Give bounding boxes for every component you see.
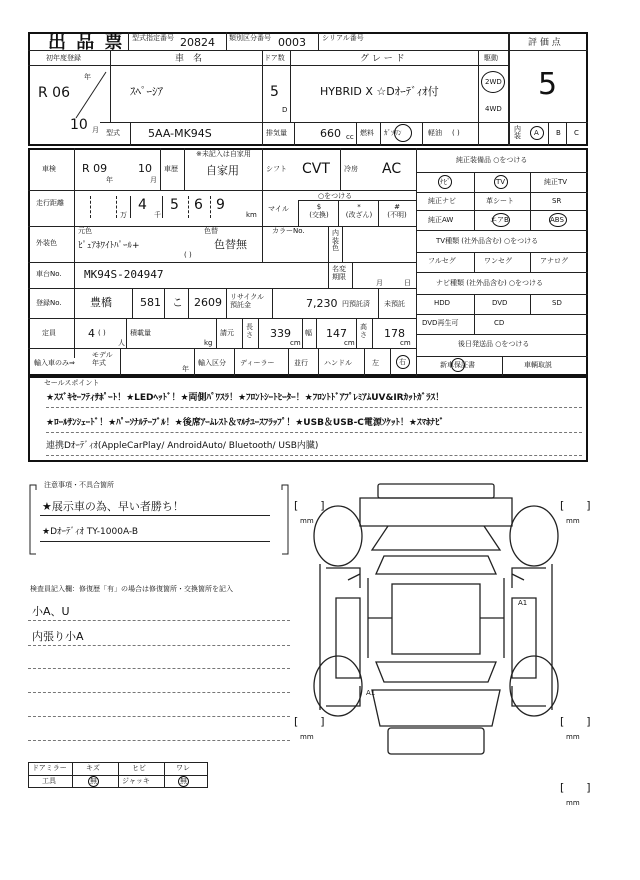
interior-a: A [534,129,539,137]
mm-bottom-right: mm [566,733,580,741]
shift-label: シフト [266,165,287,173]
capacity-paren: ( ) [98,329,106,337]
reg-city: 豊橋 [90,296,112,309]
dealer-label: ディーラー [240,359,275,367]
inspection-label: 車検 [42,165,56,173]
fuel-gasoline-circle [394,124,412,142]
equip-item: エアB [490,216,509,224]
equip-item: 純正TV [544,178,568,186]
capacity-label: 定員 [42,329,56,337]
circle-hint: ○をつける [318,192,353,200]
capacity-unit: 人 [118,339,125,347]
mm-top-right: mm [566,517,580,525]
nav-item: DVD [492,299,508,307]
grade-value: HYBRID X ☆Dｵｰﾃﾞｨｵ付 [320,85,439,98]
color-change-value: 色替無 [214,238,247,251]
inspector-line-1: 小A、U [32,605,70,618]
height-value: 178 [384,327,405,340]
mm-bottom-left: mm [300,733,314,741]
ac-label: 冷房 [344,165,358,173]
equip-item: 純正AW [428,216,454,224]
door-suffix: D [282,106,288,114]
dvd-label: DVD再生可 [422,319,459,327]
bracket-top-right: [ ] [560,499,591,512]
import-type-label: 輸入区分 [198,359,226,367]
first-reg-era: R 06 [38,85,70,101]
notes-label: 注意事項・不具合箇所 [44,481,114,489]
history-value: 自家用 [206,164,239,177]
recycle-value: 7,230 [306,297,338,310]
car-name-label: 車 名 [175,54,203,64]
displacement-unit: cc [346,133,354,141]
drive-4wd: 4WD [485,105,502,113]
ac-value: AC [382,161,402,177]
first-reg-month: 10 [70,117,88,133]
height-unit: cm [400,339,411,347]
tv-item: フルセグ [428,257,456,265]
length-unit: cm [290,339,301,347]
car-diagram [296,478,586,808]
mm-top-left: mm [300,517,314,525]
damage-mark-a1-top: A1 [518,599,528,607]
equip-item: ﾅﾋﾞ [440,178,451,186]
light-oil-label: 軽油 [428,129,442,137]
fuel-label: 燃料 [360,129,374,137]
interior-color-label: 内装色 [332,229,339,253]
color-paren: ( ) [184,251,192,259]
equip-header: 純正装備品 ○をつける [456,156,528,164]
inspection-value: R 09 [82,162,108,175]
grade-label: グ レ ー ド [360,54,405,64]
inspection-month-unit: 月 [150,176,157,184]
color-no-label: カラーNo. [272,227,305,235]
tv-item: ワンセグ [484,257,512,265]
width-label: 幅 [305,329,312,337]
mileage-digits [76,192,244,220]
tv-header: TV種類 (社外品含む) ○をつける [436,237,539,245]
month-unit-2: 月 [376,279,383,287]
color-number-label: 色替 [204,227,218,235]
equip-item: 革シート [486,197,514,205]
tools-header: ヒビ [132,764,146,772]
man-unit: 万 [120,211,127,219]
history-note: ※未記入は自家用 [196,150,251,158]
model-value: 5AA-MK94S [148,127,212,140]
bracket-top-left: [ ] [294,499,325,512]
tools-cell: 工具 [42,777,56,785]
rating-label: 評 価 点 [528,38,561,48]
reg-class: 581 [140,296,161,309]
sales-line-1: ★ｽｽﾞｷｾｰﾌﾃｨｻﾎﾟｰﾄ！★LEDﾍｯﾄﾞ！★両側ﾊﾟﾜｽﾗ！★ﾌﾛﾝﾄｼｰﾄﾋｰﾀｰ！★ﾌﾛﾝﾄﾄﾞｱﾌﾟﾚﾐｱﾑUV&IRｶｯﾄｶﾞﾗｽ！ [46,393,445,403]
length-value: 339 [270,327,291,340]
name-change-label: 名変期限 [332,265,346,281]
exchange-label: $ (交換) [309,203,329,220]
car-name-value: ｽﾍﾟｰｼｱ [130,85,163,98]
recycle-label: リサイクル 預託金 [230,293,265,310]
reg-kana: こ [172,296,183,309]
nav-header: ナビ種類 (社外品含む) ○をつける [436,279,544,287]
fuel-value: ｶﾞｿﾘﾝ [384,129,402,137]
orig-color-value: ﾋﾟｭｱﾎﾜｲﾄﾊﾟｰﾙ+ [78,241,140,251]
equip-item: ABS [550,216,564,224]
type-cert-value: 20824 [180,36,215,49]
nav-item: HDD [434,299,451,307]
day-unit: 日 [404,279,411,287]
class-label: 類別区分番号 [229,34,271,42]
door-value: 5 [270,84,279,100]
fuel-paren: ( ) [452,129,460,137]
left-label: 左 [372,359,379,367]
notes-line-2: ★Dｵｰﾃﾞｨｵ TY-1000A-B [42,527,138,537]
history-label: 車歴 [164,165,178,173]
length-label: 長さ [246,323,253,339]
parallel-label: 並行 [294,359,308,367]
mileage-digit: 4 [138,197,147,213]
mile-label: マイル [268,205,289,213]
bracket-rear: [ ] [560,781,591,794]
unpaid-label: 未預託 [384,300,405,308]
model-label: 型式 [106,129,120,137]
drive-label: 駆動 [484,54,498,62]
altered-label: * (改ざん) [345,203,373,220]
class-value: 0003 [278,36,306,49]
inspector-line-2: 内張り小A [32,630,84,643]
cd-label: CD [494,319,505,327]
tools-cell: 無 [90,777,97,785]
sales-line-2: ★ﾛｰﾙｻﾝｼｪｰﾄﾞ！★ﾊﾟｰｿﾅﾙﾃｰﾌﾞﾙ！★後席ｱｰﾑﾚｽﾄ＆ﾏﾙﾁﾕｰｽﾌﾗｯﾌﾟ！★USB＆USB-C電源ｿｹｯﾄ！★ｽﾏﾎﾅﾋﾞ [46,418,444,428]
chassis-label: 車台No. [36,270,62,278]
interior-label: 内装 [514,125,521,140]
manual: 車輌取説 [524,361,552,369]
inspector-label: 検査員記入欄：修復歴「有」の場合は修復箇所・交換箇所を記入 [30,585,233,593]
serial-label: シリアル番号 [322,34,364,42]
handle-label: ハンドル [324,359,352,367]
mileage-label: 走行距離 [36,199,64,207]
warranty-circle [451,358,465,372]
rating-value: 5 [538,67,558,102]
recycle-suffix: 円預託済 [342,300,370,308]
inspection-month: 10 [138,162,152,175]
form-title: 出 品 票 [48,32,125,53]
tools-header: キズ [86,764,100,772]
capacity-value: 4 [88,327,95,340]
equip-item: TV [496,178,506,186]
mileage-digit: 6 [194,197,203,213]
mileage-digit: 9 [216,197,225,213]
shift-value: CVT [302,161,330,177]
bracket-bottom-right: [ ] [560,715,591,728]
tools-cell: 無 [180,777,187,785]
displacement-label: 排気量 [266,129,287,137]
later-header: 後日発送品 ○をつける [458,340,530,348]
model-year-unit: 年 [182,365,189,373]
notes-line-1: ★展示車の為、早い者勝ち！ [42,500,184,513]
width-unit: cm [344,339,355,347]
equip-item: 純正ナビ [428,197,456,205]
interior-b: B [556,129,561,137]
unknown-label: # (不明) [387,203,407,220]
sen-unit: 千 [154,211,161,219]
tools-cell: ジャッキ [122,777,150,785]
right-label: 右 [399,358,406,366]
width-value: 147 [326,327,347,340]
tools-header: ワレ [176,764,190,772]
first-reg-slash [70,68,110,122]
load-label: 積載量 [130,329,151,337]
model-year-label: モデル 年式 [92,351,113,367]
sales-label: セールスポイント [44,379,100,387]
displacement-value: 660 [320,127,341,140]
color-label: 外装色 [36,239,57,247]
chassis-value: MK94S-204947 [84,268,164,281]
inspection-year: 年 [106,176,113,184]
first-reg-label: 初年度登録 [46,54,81,62]
mm-rear: mm [566,799,580,807]
drive-2wd: 2WD [485,78,502,86]
type-cert-label: 型式指定番号 [132,34,174,42]
regno-label: 登録No. [36,299,62,307]
sales-line-3: 連携Dｵｰﾃﾞｨｵ(AppleCarPlay/ AndroidAuto/ Bluetooth/ USB内臓) [46,441,319,451]
orig-color-label: 元色 [78,227,92,235]
interior-c: C [574,129,579,137]
height-label: 高さ [360,323,367,339]
damage-mark-a1-bottom: A1 [366,689,376,697]
first-reg-year-unit: 年 [84,73,91,81]
import-only-label: 輸入車のみ⇒ [34,359,75,367]
tv-item: アナログ [540,257,568,265]
km-unit: km [246,211,257,219]
door-label: ドア数 [264,54,285,62]
nav-item: SD [552,299,562,307]
bracket-bottom-left: [ ] [294,715,325,728]
load-unit: kg [204,339,213,347]
new-car-warranty: 新車保証書 [440,361,475,369]
equip-item: SR [552,197,562,205]
notes-bracket [28,481,290,556]
tools-header: ドアミラー [32,764,67,772]
first-reg-month-unit: 月 [92,126,99,134]
mileage-digit: 5 [170,197,179,213]
reg-number: 2609 [194,296,222,309]
request-label: 請元 [220,329,234,337]
